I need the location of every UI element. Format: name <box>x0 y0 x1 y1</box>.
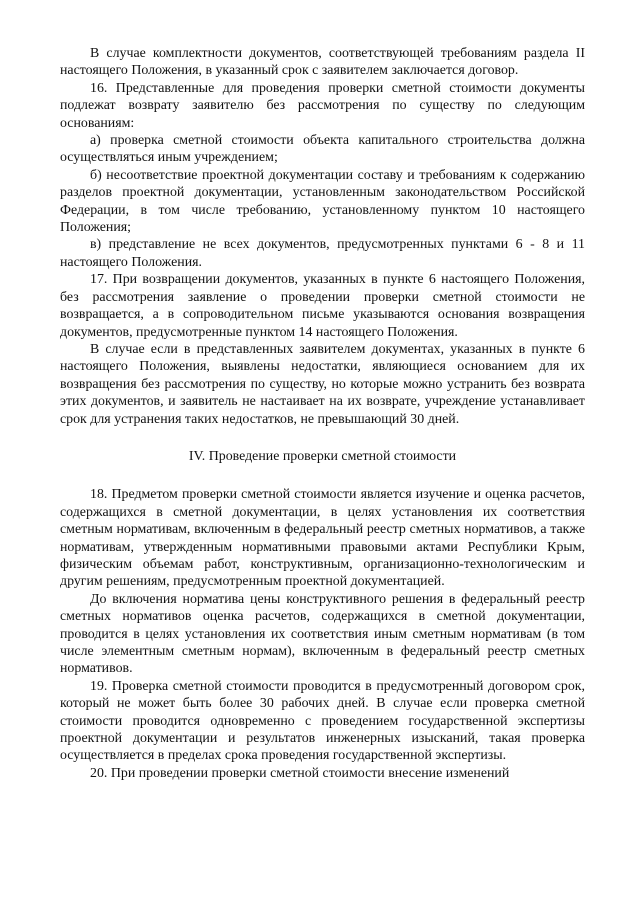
paragraph-16-b: б) несоответствие проектной документации составу и требованиям к содержанию разделов проектной документации, установленным законодательством Российской Федерации, в том числе требованию, установленному пунктом 10 настоящего Положения; <box>60 167 585 236</box>
paragraph-16: 16. Представленные для проведения проверки сметной стоимости документы подлежат возврату заявителю без рассмотрения по существу по следующим основаниям: <box>60 80 585 131</box>
paragraph-18-register: До включения норматива цены конструктивного решения в федеральный реестр сметных нормативов оценка расчетов, содержащихся в сметной документации, проводится в целях установления их соответствия иным сметным нормативам (в том числе элементным сметным нормам), включенным в федеральный реестр сметных нормативов. <box>60 591 585 677</box>
paragraph-16-v: в) представление не всех документов, предусмотренных пунктами 6 - 8 и 11 настоящего Положения. <box>60 237 585 270</box>
paragraph-19: 19. Проверка сметной стоимости проводится в предусмотренный договором срок, который не может быть более 30 рабочих дней. В случае если проверка сметной стоимости проводится одновременно с проведением государственной экспертизы проектной документации и результатов инженерных изысканий, такая проверка осуществляется в пределах срока проведения государственной экспертизы. <box>60 678 585 764</box>
document-page <box>60 45 585 782</box>
paragraph-16-a: а) проверка сметной стоимости объекта капитального строительства должна осуществляться иным учреждением; <box>60 133 585 166</box>
paragraph-18: 18. Предметом проверки сметной стоимости является изучение и оценка расчетов, содержащихся в сметной документации, в целях установления их соответствия сметным нормативам, включенным в федеральный реестр сметных нормативов, а также нормативам, утвержденным нормативными правовыми актами Республики Крым, физическим объемам работ, конструктивным, организационно-технологическим и другим решениям, предусмотренным проектной документацией. <box>60 487 585 590</box>
paragraph-contract-conclusion: В случае комплектности документов, соответствующей требованиям раздела II настоящего Положения, в указанный срок с заявителем заключается договор. <box>60 46 585 79</box>
paragraph-17: 17. При возвращении документов, указанных в пункте 6 настоящего Положения, без рассмотрения заявление о проведении проверки сметной стоимости не возвращается, а в сопроводительном письме указываются основания возвращения документов, предусмотренные пунктом 14 настоящего Положения. <box>60 272 585 340</box>
paragraph-17-deficiencies: В случае если в представленных заявителем документах, указанных в пункте 6 настоящего Положения, выявлены недостатки, являющиеся основанием для их возвращения без рассмотрения по существу, но которые можно устранить без возврата этих документов, и заявитель не настаивает на их возврате, учреждение устанавливает срок для устранения таких недостатков, не превышающий 30 дней. <box>60 341 585 427</box>
paragraph-20: 20. При проведении проверки сметной стоимости внесение изменений <box>90 765 510 781</box>
section-heading: IV. Проведение проверки сметной стоимости <box>188 448 457 464</box>
